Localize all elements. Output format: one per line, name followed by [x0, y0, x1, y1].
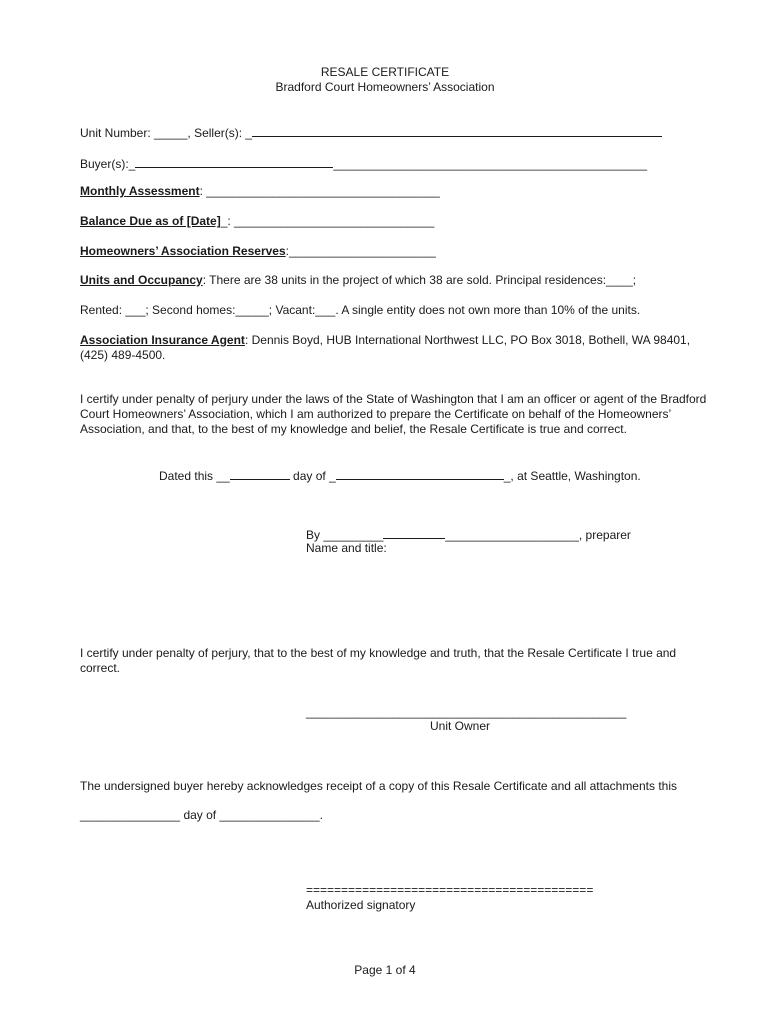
certification-paragraph: I certify under penalty of perjury under the laws of the State of Washington that I am an officer or agent of the Bradford Court Homeowners’ Association, which I am authorized to prepare the Certificate on behalf of the Homeowners’ Association, and that, to the best of my knowledge and belief, the Resale Certificate is true and correct. [80, 392, 707, 436]
balance-due-line [80, 214, 434, 229]
units-occupancy-line [80, 273, 636, 288]
reserves-blank: :______________________ [285, 244, 436, 258]
buyers-label: Buyer(s):_ [80, 157, 136, 171]
name-title-label: Name and title: [306, 541, 387, 555]
preparer-trail: ____________________, preparer [445, 528, 631, 542]
buyer-day-line: _______________ day of _______________. [80, 808, 323, 822]
dated-location: _, at Seattle, Washington. [503, 469, 641, 483]
association-name: Bradford Court Homeowners’ Association [275, 80, 495, 94]
dated-line [159, 467, 641, 484]
owner-signature-line: ________________________________________________ [306, 705, 627, 719]
unit-number-blank: _____ [154, 126, 188, 140]
unit-seller-line [80, 124, 662, 141]
page-number: Page 1 of 4 [354, 963, 416, 977]
vacant-blank: ___ [315, 303, 336, 317]
balance-due-label: Balance Due as of [Date] [80, 214, 221, 228]
units-occupancy-label: Units and Occupancy [80, 273, 203, 287]
unit-number-label: Unit Number: [80, 126, 151, 140]
insurance-agent-label: Association Insurance Agent [80, 333, 245, 347]
dated-month-blank [336, 467, 504, 480]
dated-month-text: day of _ [289, 469, 336, 483]
reserves-label: Homeowners’ Association Reserves [80, 244, 286, 258]
reserves-line [80, 244, 436, 259]
monthly-assessment-label: Monthly Assessment [80, 184, 200, 198]
sellers-blank [252, 124, 662, 137]
insurance-agent-text: : Dennis Boyd, HUB International Northwest LLC, PO Box 3018, Bothell, WA 98401, (425) 489-4500. [80, 333, 691, 362]
unit-owner-label: Unit Owner [430, 719, 491, 733]
sellers-label: , Seller(s): _ [187, 126, 253, 140]
buyers-trail: _______________________________________________ [333, 157, 648, 171]
preparer-blank [383, 526, 445, 539]
by-label: By _________ [306, 528, 384, 542]
authorized-signatory-label: Authorized signatory [306, 898, 416, 912]
owner-certification-paragraph: I certify under penalty of perjury, that to the best of my knowledge and truth, that the Resale Certificate I true and correct. [80, 646, 677, 675]
monthly-assessment-blank: : ___________________________________ [199, 184, 440, 198]
buyers-blank [135, 155, 333, 168]
monthly-assessment-line [80, 184, 440, 199]
dated-text: Dated this __ [159, 469, 230, 483]
insurance-agent-paragraph [80, 333, 710, 363]
dated-day-blank [230, 467, 290, 480]
rented-text: Rented: ___; Second homes:_____; Vacant: [80, 303, 316, 317]
rented-line [80, 303, 640, 318]
document-title: RESALE CERTIFICATE [320, 65, 450, 79]
units-occupancy-end: _; [626, 273, 637, 287]
buyers-line [80, 155, 647, 172]
buyer-acknowledgment: The undersigned buyer hereby acknowledges receipt of a copy of this Resale Certificate and all attachments this [80, 779, 677, 793]
rented-text-2: . A single entity does not own more than 10% of the units. [335, 303, 641, 317]
balance-due-blank: _: ______________________________ [220, 214, 435, 228]
units-occupancy-text: : There are 38 units in the project of which 38 are sold. Principal residences:___ [202, 273, 627, 287]
authorized-signature-line: ========================================= [306, 883, 594, 897]
